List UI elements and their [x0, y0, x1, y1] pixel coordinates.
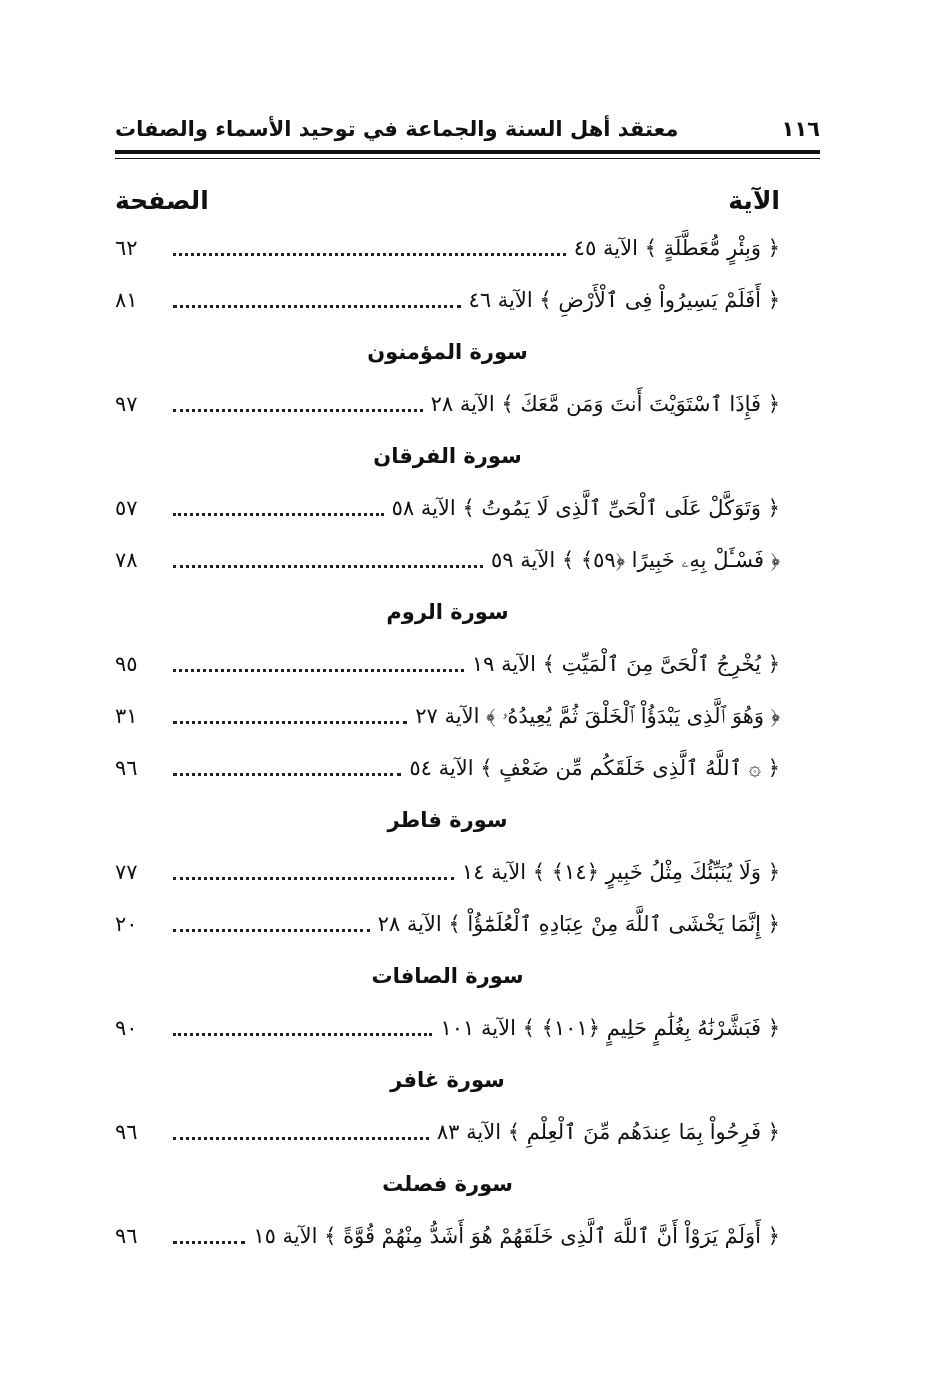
dot-leader	[173, 253, 566, 256]
index-row	[115, 898, 780, 950]
dot-leader	[173, 669, 464, 672]
dot-leader	[173, 305, 461, 308]
surah-heading: سورة المؤمنون	[367, 340, 528, 364]
index-row	[115, 1210, 780, 1262]
surah-heading: سورة الروم	[386, 600, 509, 624]
dot-leader	[173, 513, 384, 516]
index-row	[115, 482, 780, 534]
page-reference: ٩٦	[115, 756, 138, 780]
index-row	[115, 638, 780, 690]
page-column-heading: الصفحة	[115, 185, 209, 215]
surah-heading: سورة فاطر	[387, 808, 508, 832]
surah-heading: سورة فصلت	[382, 1172, 513, 1196]
dot-leader	[173, 1137, 429, 1140]
verse-column-heading: الآية	[728, 185, 780, 215]
index-row	[115, 1106, 780, 1158]
index-list	[115, 222, 780, 1262]
index-row	[115, 378, 780, 430]
page-reference: ٩٠	[115, 1016, 138, 1040]
index-row	[115, 1002, 780, 1054]
verse-text: ﴿ وَبِئْرٍ مُّعَطَّلَةٍ ﴾ الآية ٤٥	[573, 236, 780, 260]
dot-leader	[173, 409, 423, 412]
page-reference: ٧٧	[115, 860, 138, 884]
page-reference: ٣١	[115, 704, 138, 728]
book-title: معتقد أهل السنة والجماعة في توحيد الأسماء والصفات	[115, 117, 679, 141]
index-row	[115, 222, 780, 274]
verse-text: ﴿ إِنَّمَا يَخْشَى ٱللَّهَ مِنْ عِبَادِهِ ٱلْعُلَمَٰٓؤُاْ ﴾ الآية ٢٨	[377, 912, 780, 936]
index-row	[115, 690, 780, 742]
header-rule-thin	[115, 158, 820, 159]
page-reference: ٢٠	[115, 912, 138, 936]
verse-text: ﴿ وَلَا يُنَبِّئُكَ مِثْلُ خَبِيرٍ ﴿١٤﴾ ﴾ الآية ١٤	[461, 860, 780, 884]
verse-text: ﴿ أَوَلَمْ يَرَوْاْ أَنَّ ٱللَّهَ ٱلَّذِى خَلَقَهُمْ هُوَ أَشَدُّ مِنْهُمْ قُوَّةً ﴾ الآية ١٥	[253, 1224, 780, 1248]
page-reference: ٦٢	[115, 236, 138, 260]
page-reference: ٩٦	[115, 1120, 138, 1144]
verse-text: ﴿ فَرِحُواْ بِمَا عِندَهُم مِّنَ ٱلْعِلْمِ ﴾ الآية ٨٣	[436, 1120, 780, 1144]
index-row	[115, 534, 780, 586]
dot-leader	[173, 721, 407, 724]
verse-text: ﴿ فَسْـَٔلْ بِهِۦ خَبِيرًا ﴿٥٩﴾ ﴾ الآية ٥٩	[491, 547, 780, 572]
header-rule-thick	[115, 150, 820, 154]
page-reference: ٩٥	[115, 652, 138, 676]
page-reference: ٨١	[115, 288, 138, 312]
column-headings	[115, 180, 780, 220]
page-reference: ٧٨	[115, 548, 138, 572]
page-reference: ٩٦	[115, 1224, 138, 1248]
verse-text: ﴿ وَتَوَكَّلْ عَلَى ٱلْحَىِّ ٱلَّذِى لَا يَمُوتُ ﴾ الآية ٥٨	[391, 496, 780, 520]
verse-text: ﴿ فَإِذَا ٱسْتَوَيْتَ أَنتَ وَمَن مَّعَكَ ﴾ الآية ٢٨	[430, 392, 780, 416]
verse-text: ﴿ ۞ ٱللَّهُ ٱلَّذِى خَلَقَكُم مِّن ضَعْفٍ ﴾ الآية ٥٤	[409, 756, 780, 780]
page-number: ١١٦	[781, 117, 820, 141]
index-row	[115, 846, 780, 898]
dot-leader	[173, 1033, 432, 1036]
surah-heading: سورة الفرقان	[373, 444, 522, 468]
verse-text: ﴿ أَفَلَمْ يَسِيرُواْ فِى ٱلْأَرْضِ ﴾ الآية ٤٦	[468, 288, 780, 312]
dot-leader	[173, 565, 483, 568]
index-row	[115, 742, 780, 794]
verse-text: ﴿ وَهُوَ ٱلَّذِى يَبْدَؤُاْ ٱلْخَلْقَ ثُمَّ يُعِيدُهُۥ ﴾ الآية ٢٧	[415, 703, 780, 728]
index-row	[115, 274, 780, 326]
dot-leader	[173, 877, 454, 880]
dot-leader	[173, 773, 401, 776]
surah-heading: سورة الصافات	[371, 964, 524, 988]
dot-leader	[173, 1241, 245, 1244]
page-reference: ٥٧	[115, 496, 138, 520]
page-reference: ٩٧	[115, 392, 138, 416]
surah-heading: سورة غافر	[390, 1068, 505, 1092]
dot-leader	[173, 929, 370, 932]
running-header	[115, 112, 820, 146]
verse-text: ﴿ يُخْرِجُ ٱلْحَىَّ مِنَ ٱلْمَيِّتِ ﴾ الآية ١٩	[471, 652, 780, 676]
verse-text: ﴿ فَبَشَّرْنَٰهُ بِغُلَٰمٍ حَلِيمٍ ﴿١٠١﴾ ﴾ الآية ١٠١	[440, 1016, 780, 1040]
